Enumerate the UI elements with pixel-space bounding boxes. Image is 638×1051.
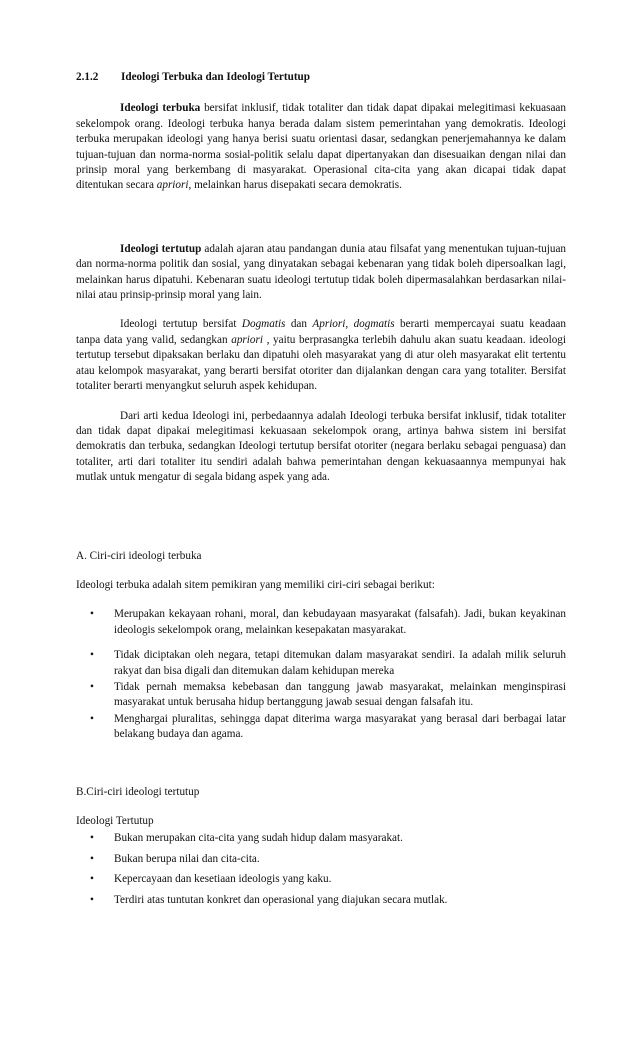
list-item: • Terdiri atas tuntutan konkret dan operasional yang diajukan secara mutlak. [76,893,566,908]
section-a-list [76,607,566,742]
list-item: • Merupakan kekayaan rohani, moral, dan kebudayaan masyarakat (falsafah). Jadi, bukan keyakinan ideologis sekelompok orang, melainkan kesepakatan masyarakat. [90,608,566,636]
term-ideologi-tertutup: Ideologi tertutup [120,242,202,255]
section-a-intro: Ideologi terbuka adalah sitem pemikiran yang memiliki ciri-ciri sebagai berikut: [76,578,435,591]
bullet-icon: • [90,893,94,906]
section-b-heading: B.Ciri-ciri ideologi tertutup [76,785,200,798]
bullet-icon: • [90,712,94,725]
section-b-intro: Ideologi Tertutup [76,815,154,827]
paragraph-ideologi-tertutup: Ideologi tertutup adalah ajaran atau pandangan dunia atau filsafat yang menentukan tujuan-tujuan dan norma-norma politik dan sosial, yang dinyatakan sebagai kebenaran yang tidak boleh dipersoalkan lagi, melainkan harus dipatuhi. Kebenaran suatu ideologi tertutup tidak boleh dipermasalahkan berdasarkan nilai-nilai atau prinsip-prinsip moral yang lain. [76,242,567,302]
list-item: • Tidak pernah memaksa kebebasan dan tanggung jawab masyarakat, melainkan menginspirasi masyarakat untuk berusaha hidup bertanggung jawab sesuai dengan falsafah itu. [90,680,566,709]
section-b-list [76,831,566,908]
paragraph-perbedaan: Dari arti kedua Ideologi ini, perbedaannya adalah Ideologi terbuka bersifat inklusif, tidak totaliter dan tidak dapat dipakai melegitimasi kekuasaan sekelompok orang, artinya bahwa sistem ini bersifat demokratis dan terbuka, sedangkan Ideologi tertutup bersifat otoriter (negara berlaku sebagai penguasa) dan totaliter, arti dari totaliter itu sendiri adalah bahwa pemerintahan dengan kekuasaannya mempunyai hak mutlak untuk mengatur di segala bidang aspek yang ada. [76,409,566,484]
paragraph-ideologi-terbuka: Ideologi terbuka bersifat inklusif, tidak totaliter dan tidak dapat dipakai melegitimasi kekuasaan sekelompok orang. Ideologi terbuka hanya berada dalam sistem pemerintahan yang demokratis. Ideologi terbuka merupakan ideologi yang hanya berisi suatu orientasi dasar, sedangkan penerjemahannya ke dalam tujuan-tujuan dan norma-norma sosial-politik selalu dapat dipertanyakan dan disesuaikan dengan nilai dan prinsip moral yang berkembang di masyarakat. Operasional cita-cita yang akan dicapai tidak dapat ditentukan secara apriori, melainkan harus disepakati secara demokratis. [76,102,566,192]
term-apriori: apriori [156,179,189,192]
section-heading [76,70,566,85]
bullet-icon: • [90,608,94,621]
document-page [76,70,566,913]
list-item: • Menghargai pluralitas, sehingga dapat diterima warga masyarakat yang berasal dari berbagai latar belakang budaya dan agama. [90,712,566,741]
section-title: Ideologi Terbuka dan Ideologi Tertutup [121,71,311,83]
section-number: 2.1.2 [76,71,99,83]
bullet-icon: • [90,832,94,845]
section-a-heading: A. Ciri-ciri ideologi terbuka [76,549,202,562]
term-ideologi-terbuka: Ideologi terbuka [120,102,201,115]
bullet-icon: • [90,649,94,662]
paragraph-dogmatis-apriori: Ideologi tertutup bersifat Dogmatis dan Apriori, dogmatis berarti mempercayai suatu keadaan tanpa data yang valid, sedangkan apriori , yaitu berprasangka terlebih dahulu akan suatu keadaan. ideologi tertutup tersebut dipaksakan berlaku dan dipatuhi oleh masyarakat yang di atur oleh masyarakat elit tertentu atau kelompok masyarakat, yang berarti bersifat otoriter dan dijalankan dengan cara yang totaliter. Bersifat totaliter berarti menyangkut seluruh aspek kehidupan. [76,318,566,393]
bullet-icon: • [90,852,94,865]
bullet-icon: • [90,680,94,693]
bullet-icon: • [90,873,94,886]
list-item: • Tidak diciptakan oleh negara, tetapi ditemukan dalam masyarakat sendiri. Ia adalah milik seluruh rakyat dan bisa digali dan ditemukan dalam kehidupan mereka [90,649,566,677]
list-item: • Bukan berupa nilai dan cita-cita. [76,852,566,867]
list-item: • Kepercayaan dan kesetiaan ideologis yang kaku. [76,872,566,887]
list-item: • Bukan merupakan cita-cita yang sudah hidup dalam masyarakat. [76,831,566,846]
